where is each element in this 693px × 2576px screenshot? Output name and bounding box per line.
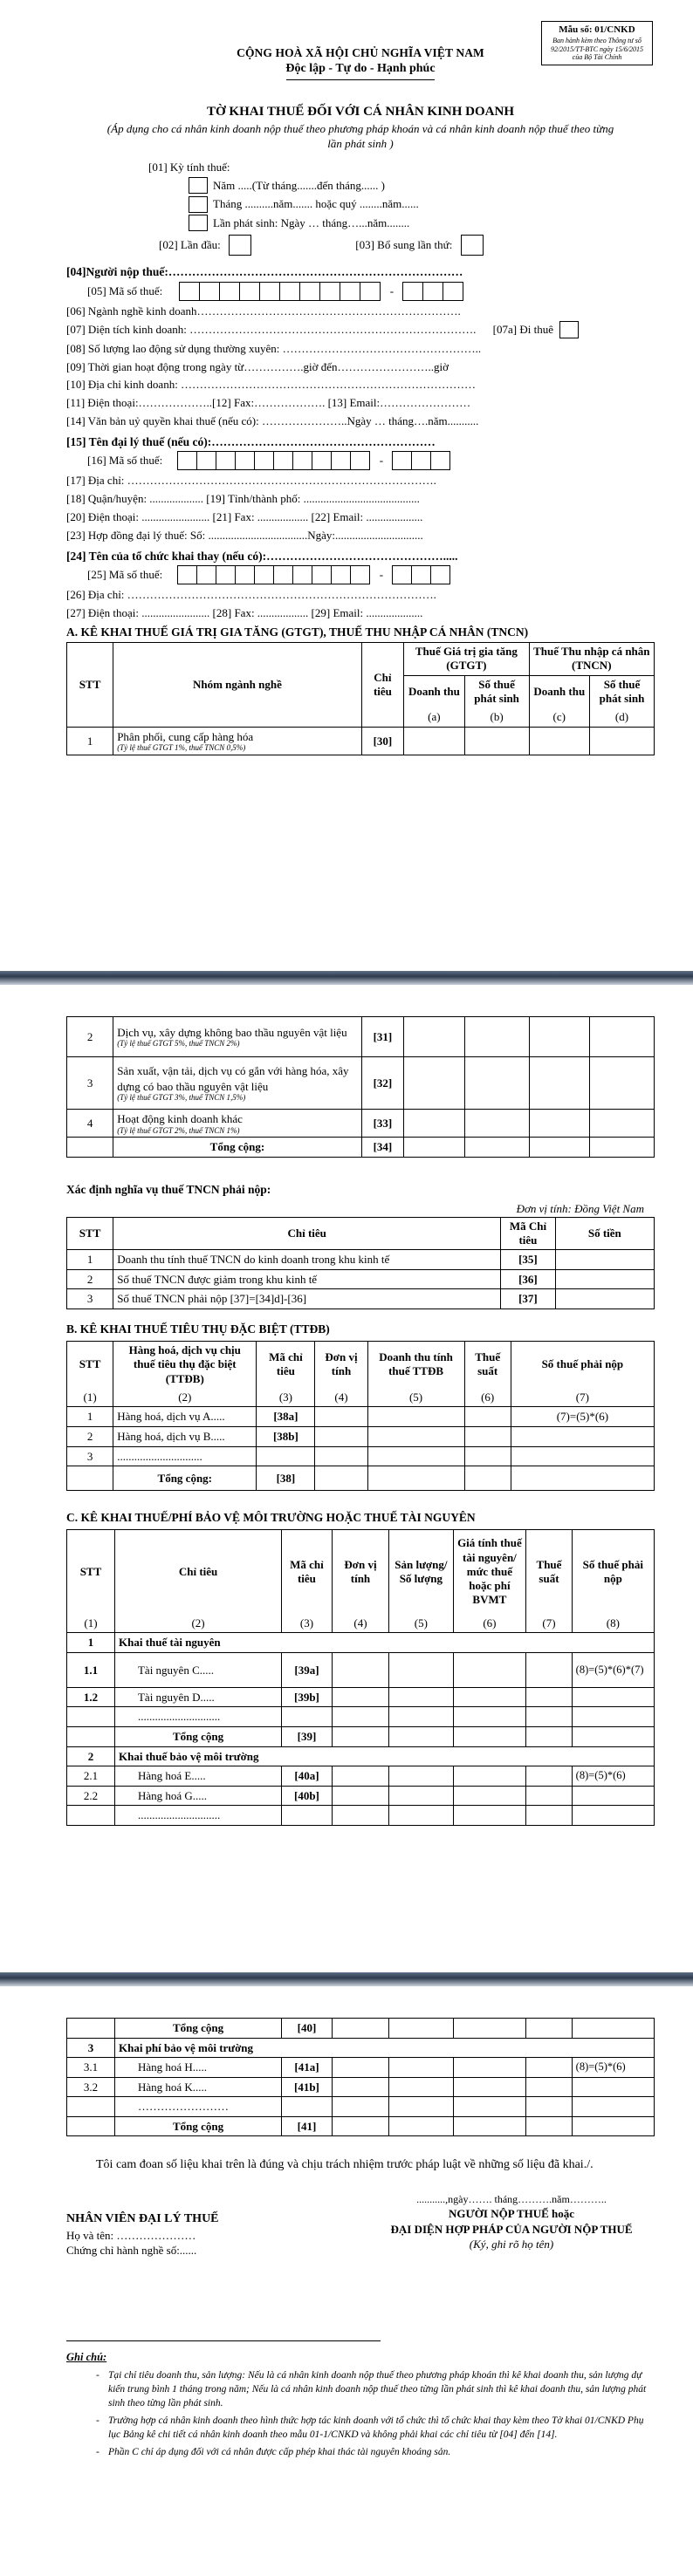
taxpayer-signature xyxy=(381,2192,642,2252)
cell-input[interactable] xyxy=(404,1057,464,1110)
row-stt: 4 xyxy=(67,1110,113,1138)
section-c-title: C. KÊ KHAI THUẾ/PHÍ BẢO VỆ MÔI TRƯỜNG HOẶC THUẾ TÀI NGUYÊN xyxy=(66,1511,476,1525)
tncn-title: Xác định nghĩa vụ thuế TNCN phải nộp: xyxy=(66,1182,271,1196)
cell-input[interactable] xyxy=(453,2077,526,2097)
table-row: 3 Số thuế TNCN phải nộp [37]=[34]d]-[36] [37] xyxy=(67,1289,655,1309)
col-b: (b) xyxy=(464,707,529,727)
authorization-line[interactable]: [14] Văn bản uỷ quyền khai thuế (nếu có): …………………..Ngày … tháng….năm........... xyxy=(66,414,479,428)
agent-contract-line[interactable]: [23] Hợp đồng đại lý thuế: Số: ...................................Ngày:............................... xyxy=(66,528,423,542)
rented-label: [07a] Đi thuê xyxy=(492,322,553,336)
cell-input[interactable] xyxy=(404,1138,464,1158)
agent-title: NHÂN VIÊN ĐẠI LÝ THUẾ xyxy=(66,2211,219,2225)
section-a-title: A. KÊ KHAI THUẾ GIÁ TRỊ GIA TĂNG (GTGT), THUẾ THU NHẬP CÁ NHÂN (TNCN) xyxy=(66,625,529,639)
col-index: (6) xyxy=(464,1388,511,1407)
page-1 xyxy=(0,0,693,971)
agent-district-line[interactable]: [18] Quận/huyện: ................... [19] Tỉnh/thành phố: ......................................... xyxy=(66,492,420,506)
cell-input[interactable] xyxy=(332,2058,388,2078)
business-line[interactable]: [06] Ngành nghề kinh doanh……………………………………………………………. xyxy=(66,304,461,318)
cell-input[interactable] xyxy=(404,1110,464,1138)
notes-title: Ghi chú: xyxy=(66,2350,107,2363)
supplement-label: [03] Bổ sung lần thứ: xyxy=(355,238,453,252)
row-name: Phân phối, cung cấp hàng hóa (Tỷ lệ thuế GTGT 1%, thuế TNCN 0,5%) xyxy=(113,727,361,755)
col-rate: Thuế suất xyxy=(526,1530,572,1614)
form-title: TỜ KHAI THUẾ ĐỐI VỚI CÁ NHÂN KINH DOANH xyxy=(207,105,514,120)
agent-tax-code-boxes[interactable] xyxy=(178,451,370,470)
row-stt: 3 xyxy=(67,1057,113,1110)
row-code: [31] xyxy=(361,1017,404,1057)
tax-code-dash: - xyxy=(389,284,395,298)
total-row xyxy=(67,1138,655,1158)
supplement-checkbox[interactable] xyxy=(461,235,484,256)
col-tncn-tax: Số thuế phát sinh xyxy=(589,675,654,707)
col-tncn-rev: Doanh thu xyxy=(529,675,589,707)
cell-input[interactable] xyxy=(367,1446,464,1466)
agent-address-line[interactable]: [17] Địa chỉ: ………………………………………………………………………. xyxy=(66,474,436,488)
period-year-checkbox[interactable] xyxy=(189,177,208,194)
section-a-table-continued xyxy=(66,1016,655,1158)
total-label: Tổng cộng: xyxy=(113,1138,361,1158)
cell-input[interactable] xyxy=(389,1766,453,1787)
taxpayer-tax-code-suffix-boxes[interactable] xyxy=(403,282,463,301)
col-quantity: Sản lượng/ Số lượng xyxy=(389,1530,453,1614)
col-rate: Thuế suất xyxy=(464,1342,511,1388)
cell-input[interactable] xyxy=(529,1110,589,1138)
row-name: Sản xuất, vận tải, dịch vụ có gắn với hàng hóa, xây dựng có bao thầu nguyên vật liệu (Tỷ lệ thuế GTGT 3%, thuế TNCN 1,5%) xyxy=(113,1057,361,1110)
cell-input[interactable] xyxy=(555,1289,654,1309)
col-index: (1) xyxy=(67,1614,115,1633)
col-stt: STT xyxy=(67,1530,115,1614)
col-c: (c) xyxy=(529,707,589,727)
page-3 xyxy=(0,1986,693,2576)
cell-input[interactable] xyxy=(589,1138,654,1158)
total-row: Tổng cộng [41] xyxy=(67,2116,655,2136)
row-code: [30] xyxy=(361,727,404,755)
table-row: 2.1 Hàng hoá E..... [40a] (8)=(5)*(6) xyxy=(67,1766,655,1787)
agent-name-field[interactable]: Họ và tên: ………………… xyxy=(66,2228,196,2242)
col-stt: STT xyxy=(67,643,113,728)
table-row: 3.1 Hàng hoá H..... [41a] (8)=(5)*(6) xyxy=(67,2058,655,2078)
motto-underline xyxy=(286,79,435,80)
agent-tax-code-suffix-boxes[interactable] xyxy=(393,451,450,470)
table-row: ............................. xyxy=(67,1707,655,1727)
col-gtgt-rev: Doanh thu xyxy=(404,675,464,707)
col-code: Mã Chỉ tiêu xyxy=(501,1217,555,1250)
cell-input[interactable] xyxy=(404,1017,464,1057)
cell-input[interactable] xyxy=(589,1057,654,1110)
col-index: (6) xyxy=(453,1614,526,1633)
period-occur-text: Lần phát sinh: Ngày … tháng…...năm........ xyxy=(213,215,410,229)
cell-input[interactable] xyxy=(315,1446,367,1466)
col-a: (a) xyxy=(404,707,464,727)
period-occur-checkbox[interactable] xyxy=(189,215,208,231)
note-item: - Trường hợp cá nhân kinh doanh theo hình thức hợp tác kinh doanh với tổ chức thì tổ chức khai thay kèm theo Tờ khai 01/CNKD Phụ lục Bảng kê chi tiết cá nhân kinh doanh theo mẫu 01-1/CNKD và không phải khai các chỉ tiêu từ [04] đến [14]. xyxy=(108,2414,655,2442)
cell-input[interactable] xyxy=(555,1250,654,1270)
declaration-text: Tôi cam đoan số liệu khai trên là đúng và chịu trách nhiệm trước pháp luật về những số liệu đã khai./. xyxy=(96,2158,594,2172)
cell-input[interactable] xyxy=(464,1446,511,1466)
motto: Độc lập - Tự do - Hạnh phúc xyxy=(285,62,436,76)
period-month-text: Tháng ..........năm....... hoặc quý ........năm...... xyxy=(213,197,419,211)
contact-line[interactable]: [11] Điện thoại:………………..[12] Fax:………………. [13] Email:…………………… xyxy=(66,396,471,410)
col-index: (4) xyxy=(332,1614,388,1633)
table-row: …………………… xyxy=(67,2097,655,2117)
col-goods: Hàng hoá, dịch vụ chịu thuế tiêu thụ đặc biệt (TTĐB) xyxy=(113,1342,257,1388)
agent-tax-code-dash: - xyxy=(379,454,384,468)
table-row: 1 Hàng hoá, dịch vụ A..... [38a] (7)=(5)*(6) xyxy=(67,1407,655,1427)
table-row: 2 Hàng hoá, dịch vụ B..... [38b] xyxy=(67,1426,655,1446)
cell-input[interactable] xyxy=(529,1017,589,1057)
cell-input[interactable] xyxy=(389,2058,453,2078)
business-address-line[interactable]: [10] Địa chỉ kinh doanh: …………………………………………………………………… xyxy=(66,378,477,392)
cell-input[interactable] xyxy=(453,2058,526,2078)
agent-cert-field[interactable]: Chứng chỉ hành nghề số:...... xyxy=(66,2244,197,2258)
col-tncn: Thuế Thu nhập cá nhân (TNCN) xyxy=(529,643,654,676)
table-row: 3.2 Hàng hoá K..... [41b] xyxy=(67,2077,655,2097)
org-tax-code-label: [25] Mã số thuế: xyxy=(87,568,163,582)
agent-signature xyxy=(66,2211,219,2258)
col-unit: Đơn vị tính xyxy=(315,1342,367,1388)
cell-input[interactable] xyxy=(526,2058,572,2078)
tax-period-label: [01] Kỳ tính thuế: xyxy=(148,161,230,174)
col-d: (d) xyxy=(589,707,654,727)
col-item: Chỉ tiêu xyxy=(113,1217,501,1250)
table-row: 1 Doanh thu tính thuế TNCN do kinh doanh trong khu kinh tế [35] xyxy=(67,1250,655,1270)
group-row: 1 Khai thuế tài nguyên xyxy=(67,1633,655,1653)
form-code-box xyxy=(541,21,653,65)
row-stt: 2 xyxy=(67,1017,113,1057)
row-stt: 1 xyxy=(67,727,113,755)
cell-input[interactable] xyxy=(332,1687,388,1707)
cell-input[interactable] xyxy=(464,1110,529,1138)
col-group: Nhóm ngành nghề xyxy=(113,643,361,728)
col-pay: Số thuế phải nộp xyxy=(572,1530,654,1614)
col-code: Chỉ tiêu xyxy=(361,643,404,728)
note-item: - Tại chỉ tiêu doanh thu, sản lượng: Nếu là cá nhân kinh doanh nộp thuế theo phương pháp khoán thì kê khai doanh thu, sản lượng dự kiến trung bình 1 tháng trong năm; Nếu là cá nhân kinh doanh nộp thuế theo từng lần phát sinh thì kê khai doanh thu, sản lượng phát sinh theo từng lần phát sinh. xyxy=(108,2368,655,2410)
row-name: Dịch vụ, xây dựng không bao thầu nguyên vật liệu (Tỷ lệ thuế GTGT 5%, thuế TNCN 2%) xyxy=(113,1017,361,1057)
cell-input[interactable] xyxy=(526,2077,572,2097)
page-separator xyxy=(0,1972,693,1986)
col-amount: Số tiền xyxy=(555,1217,654,1250)
cell-input[interactable] xyxy=(464,1426,511,1446)
table-row: 3 .............................. xyxy=(67,1446,655,1466)
cell-input[interactable] xyxy=(526,1786,572,1806)
col-index: (2) xyxy=(114,1614,281,1633)
table-row: ............................. xyxy=(67,1806,655,1826)
org-tax-code-boxes[interactable] xyxy=(178,565,370,584)
cell-input[interactable] xyxy=(453,1786,526,1806)
cell-input[interactable] xyxy=(464,727,529,755)
col-gtgt-tax: Số thuế phát sinh xyxy=(464,675,529,707)
signature-area xyxy=(66,2192,655,2332)
cell-input[interactable] xyxy=(589,1017,654,1057)
cell-input[interactable] xyxy=(529,727,589,755)
table-row: 1.1 Tài nguyên C..... [39a] (8)=(5)*(6)*(7) xyxy=(67,1652,655,1687)
col-gtgt: Thuế Giá trị gia tăng (GTGT) xyxy=(404,643,529,676)
col-unit: Đơn vị tính xyxy=(332,1530,388,1614)
page-separator xyxy=(0,971,693,985)
cell-input[interactable] xyxy=(315,1426,367,1446)
cell-input[interactable] xyxy=(453,1687,526,1707)
col-index: (5) xyxy=(367,1388,464,1407)
org-tax-code-dash: - xyxy=(379,568,384,582)
col-code: Mã chỉ tiêu xyxy=(257,1342,315,1388)
agent-contact-line[interactable]: [20] Điện thoại: ........................ [21] Fax: .................. [22] Email: .................... xyxy=(66,510,423,524)
col-stt: STT xyxy=(67,1342,113,1388)
taxpayer-tax-code-label: [05] Mã số thuế: xyxy=(87,284,163,298)
notes-divider xyxy=(66,2340,381,2341)
group-row: 2 Khai thuế bảo vệ môi trường xyxy=(67,1746,655,1766)
org-tax-code-suffix-boxes[interactable] xyxy=(393,565,450,584)
org-address-line[interactable]: [26] Địa chỉ: ………………………………………………………………………. xyxy=(66,588,436,602)
notes-list xyxy=(66,2368,655,2460)
col-item: Chỉ tiêu xyxy=(114,1530,281,1614)
col-index: (8) xyxy=(572,1614,654,1633)
form-code-desc: Ban hành kèm theo Thông tư số 92/2015/TT-BTC ngày 15/6/2015 của Bộ Tài Chính xyxy=(550,37,644,62)
taxpayer-title: NGƯỜI NỘP THUẾ hoặc xyxy=(448,2207,575,2221)
section-c-table xyxy=(66,1529,655,1825)
cell-input[interactable] xyxy=(464,1057,529,1110)
cell-input[interactable] xyxy=(589,727,654,755)
rented-checkbox[interactable] xyxy=(559,321,579,338)
cell-input[interactable] xyxy=(315,1407,367,1427)
row-code: [32] xyxy=(361,1057,404,1110)
row-code: [33] xyxy=(361,1110,404,1138)
cell-input[interactable] xyxy=(389,1652,453,1687)
cell-input[interactable] xyxy=(332,2077,388,2097)
form-subtitle: (Áp dụng cho cá nhân kinh doanh nộp thuế theo phương pháp khoán và cá nhân kinh doanh nộp thuế theo từng lần phát sinh ) xyxy=(106,122,614,151)
page-2 xyxy=(0,985,693,1972)
cell-input[interactable] xyxy=(389,1786,453,1806)
cell-input[interactable] xyxy=(529,1138,589,1158)
row-name: Hoạt động kinh doanh khác (Tỷ lệ thuế GTGT 2%, thuế TNCN 1%) xyxy=(113,1110,361,1138)
table-row xyxy=(67,727,655,755)
col-index: (5) xyxy=(389,1614,453,1633)
cell-input[interactable] xyxy=(453,1766,526,1787)
col-index: (1) xyxy=(67,1388,113,1407)
cell-input[interactable] xyxy=(389,1687,453,1707)
cell-input[interactable] xyxy=(367,1426,464,1446)
sign-date[interactable]: ...........,ngày……. tháng……….năm……….. xyxy=(416,2192,607,2205)
agent-tax-code-label: [16] Mã số thuế: xyxy=(87,454,163,468)
table-row xyxy=(67,1057,655,1110)
cell-input[interactable] xyxy=(367,1407,464,1427)
col-index: (3) xyxy=(257,1388,315,1407)
period-year-option[interactable] xyxy=(66,177,655,196)
col-index: (2) xyxy=(113,1388,257,1407)
taxpayer-name-line[interactable]: [04]Người nộp thuế:………………………………………………………………… xyxy=(66,265,463,279)
period-occur-option[interactable] xyxy=(66,215,655,234)
period-year-text: Năm .....(Từ tháng.......đến tháng...... ) xyxy=(213,178,385,192)
agent-name-line[interactable]: [15] Tên đại lý thuế (nếu có):………………………………………………… xyxy=(66,434,436,448)
cell-input[interactable] xyxy=(526,1687,572,1707)
tncn-table xyxy=(66,1217,655,1309)
col-index: (4) xyxy=(315,1388,367,1407)
col-index: (3) xyxy=(282,1614,333,1633)
col-index: (7) xyxy=(511,1388,654,1407)
org-contact-line[interactable]: [27] Điện thoại: ........................ [28] Fax: .................. [29] Email: .................... xyxy=(66,606,423,620)
operating-hours-line[interactable]: [09] Thời gian hoạt động trong ngày từ…………….giờ đến……………………..giờ xyxy=(66,359,449,373)
section-b-table xyxy=(66,1341,655,1491)
col-stt: STT xyxy=(67,1217,113,1250)
total-row: Tổng cộng [39] xyxy=(67,1726,655,1746)
table-row: 2.2 Hàng hoá G..... [40b] xyxy=(67,1786,655,1806)
cell-input[interactable] xyxy=(332,1652,388,1687)
cell-input[interactable] xyxy=(526,1652,572,1687)
col-price: Giá tính thuế tài nguyên/ mức thuế hoặc phí BVMT xyxy=(453,1530,526,1614)
table-row: 1.2 Tài nguyên D..... [39b] xyxy=(67,1687,655,1707)
cell-input[interactable] xyxy=(589,1110,654,1138)
first-time-checkbox[interactable] xyxy=(229,235,251,256)
cell-input[interactable] xyxy=(529,1057,589,1110)
total-row: Tổng cộng: [38] xyxy=(67,1466,655,1491)
cell-input[interactable] xyxy=(464,1017,529,1057)
table-row: 2 Số thuế TNCN được giảm trong khu kinh tế [36] xyxy=(67,1269,655,1289)
col-pay: Số thuế phải nộp xyxy=(511,1342,654,1388)
taxpayer-tax-code-boxes[interactable] xyxy=(180,282,381,301)
total-code: [34] xyxy=(361,1138,404,1158)
cell-input[interactable] xyxy=(404,727,464,755)
cell-input[interactable] xyxy=(464,1407,511,1427)
org-name-line[interactable]: [24] Tên của tổ chức khai thay (nếu có):………………………………………..... xyxy=(66,549,458,563)
cell-input[interactable] xyxy=(332,1786,388,1806)
col-index: (7) xyxy=(526,1614,572,1633)
cell-input[interactable] xyxy=(332,1766,388,1787)
tncn-unit: Đơn vị tính: Đồng Việt Nam xyxy=(516,1202,644,1216)
section-c-table-continued xyxy=(66,2018,655,2136)
cell-input[interactable] xyxy=(464,1138,529,1158)
cell-input[interactable] xyxy=(526,1766,572,1787)
cell-input[interactable] xyxy=(555,1269,654,1289)
table-row xyxy=(67,1110,655,1138)
sign-instruction: (Ký, ghi rõ họ tên) xyxy=(469,2238,554,2251)
employees-line[interactable]: [08] Số lượng lao động sử dụng thường xuyên: …………………………………………….. xyxy=(66,341,482,355)
cell-input[interactable] xyxy=(453,1652,526,1687)
cell-input[interactable] xyxy=(389,2077,453,2097)
section-a-table xyxy=(66,642,655,755)
section-b-title: B. KÊ KHAI THUẾ TIÊU THỤ ĐẶC BIỆT (TTĐB) xyxy=(66,1322,330,1336)
business-area-line[interactable]: [07] Diện tích kinh doanh: …………………………………………………………………. xyxy=(66,322,477,336)
total-row: Tổng cộng [40] xyxy=(67,2019,655,2039)
period-month-option[interactable] xyxy=(66,195,655,215)
group-row: 3 Khai phí bảo vệ môi trường xyxy=(67,2038,655,2058)
nation-name: CỘNG HOÀ XÃ HỘI CHỦ NGHĨA VIỆT NAM xyxy=(237,46,484,59)
col-revenue: Doanh thu tính thuế TTĐB xyxy=(367,1342,464,1388)
first-time-label: [02] Lần đầu: xyxy=(159,238,221,252)
period-month-checkbox[interactable] xyxy=(189,196,208,213)
legal-rep-title: ĐẠI DIỆN HỢP PHÁP CỦA NGƯỜI NỘP THUẾ xyxy=(390,2222,633,2236)
note-item: - Phần C chỉ áp dụng đối với cá nhân được cấp phép khai thác tài nguyên khoáng sản. xyxy=(108,2445,655,2459)
table-row xyxy=(67,1017,655,1057)
form-code: Mẫu số: 01/CNKD xyxy=(559,24,635,35)
col-code: Mã chỉ tiêu xyxy=(282,1530,333,1614)
